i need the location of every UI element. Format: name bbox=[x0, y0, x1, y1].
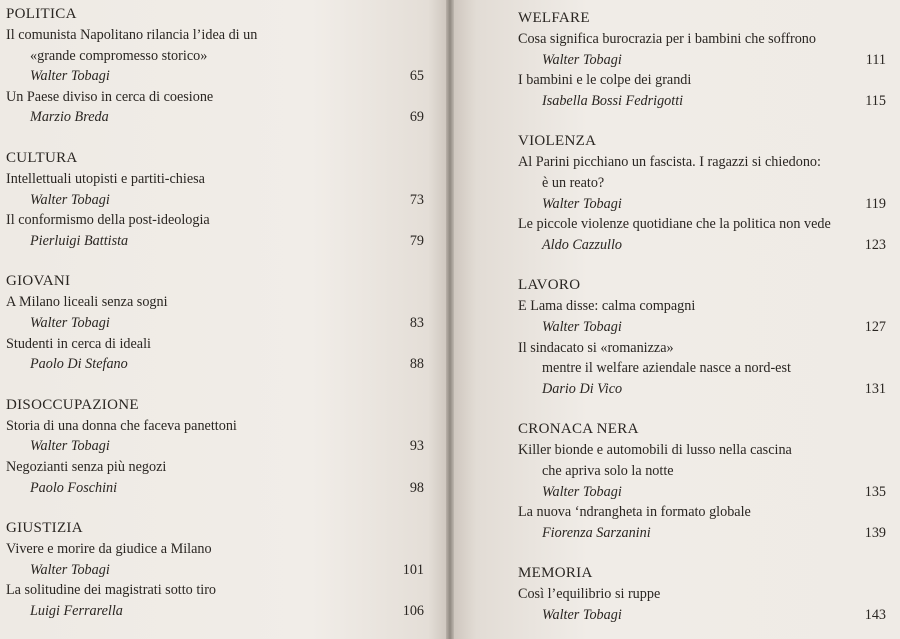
entry-title: Cosa significa burocrazia per i bambini che soffrono bbox=[518, 31, 816, 47]
entry-author: Fiorenza Sarzanini bbox=[542, 524, 651, 541]
author-row bbox=[518, 194, 886, 215]
author-row bbox=[6, 354, 424, 375]
toc-entry bbox=[518, 502, 886, 543]
author-row bbox=[518, 605, 886, 626]
entry-title: Il comunista Napolitano rilancia l’idea di un bbox=[6, 27, 258, 43]
author-row bbox=[518, 482, 886, 503]
entry-page-number: 119 bbox=[865, 195, 886, 212]
entry-title: Intellettuali utopisti e partiti-chiesa bbox=[6, 170, 205, 187]
entry-author: Walter Tobagi bbox=[542, 51, 622, 68]
entry-author: Pierluigi Battista bbox=[30, 232, 129, 249]
entry-title: «grande compromesso storico» bbox=[30, 47, 208, 64]
section-title: POLITICA bbox=[6, 6, 77, 22]
section-title: VIOLENZA bbox=[518, 133, 597, 150]
toc-entry bbox=[6, 334, 424, 375]
entry-page-number: 73 bbox=[409, 191, 424, 208]
entry-author: Aldo Cazzullo bbox=[542, 236, 623, 253]
toc-section bbox=[518, 131, 886, 255]
toc-section bbox=[6, 395, 424, 498]
toc-section bbox=[6, 518, 424, 621]
author-row bbox=[6, 107, 424, 128]
entry-author: Walter Tobagi bbox=[30, 68, 110, 85]
entry-title: è un reato? bbox=[542, 174, 605, 191]
toc-entry bbox=[518, 584, 886, 625]
author-row bbox=[518, 235, 886, 256]
left-page bbox=[0, 0, 446, 639]
author-row bbox=[6, 313, 424, 334]
section-title: CRONACA NERA bbox=[518, 421, 639, 438]
entry-page-number: 127 bbox=[864, 318, 886, 335]
entry-page-number: 98 bbox=[409, 479, 424, 496]
toc-section bbox=[6, 271, 424, 374]
author-row bbox=[518, 523, 886, 544]
entry-page-number: 115 bbox=[865, 92, 886, 109]
author-row bbox=[6, 231, 424, 252]
toc-section bbox=[6, 148, 424, 251]
entry-page-number: 88 bbox=[409, 356, 424, 373]
entry-title: Negozianti senza più negozi bbox=[6, 458, 167, 475]
section-title: MEMORIA bbox=[518, 565, 593, 582]
entry-author: Paolo Foschini bbox=[30, 479, 118, 496]
entry-page-number: 83 bbox=[409, 314, 424, 331]
entry-title: Un Paese diviso in cerca di coesione bbox=[6, 88, 214, 105]
entry-page-number: 135 bbox=[864, 483, 886, 500]
toc-entry bbox=[518, 440, 886, 502]
toc-entry bbox=[518, 338, 886, 400]
entry-title: Le piccole violenze quotidiane che la politica non vede bbox=[518, 216, 831, 233]
section-title: GIOVANI bbox=[6, 273, 71, 290]
author-row bbox=[6, 560, 424, 581]
toc-entry bbox=[6, 416, 424, 457]
entry-title: La nuova ‘ndrangheta in formato globale bbox=[518, 504, 751, 521]
entry-title: Vivere e morire da giudice a Milano bbox=[6, 541, 212, 558]
entry-author: Walter Tobagi bbox=[542, 318, 622, 335]
toc-entry bbox=[518, 70, 886, 111]
entry-author: Walter Tobagi bbox=[30, 314, 110, 331]
toc-section bbox=[518, 419, 886, 543]
toc-entry bbox=[518, 214, 886, 255]
section-title: WELFARE bbox=[518, 10, 590, 26]
toc-entry bbox=[6, 87, 424, 128]
entry-page-number: 93 bbox=[409, 438, 424, 455]
toc-entry bbox=[6, 539, 424, 580]
toc-entry bbox=[6, 210, 424, 251]
entry-page-number: 79 bbox=[409, 232, 424, 249]
entry-page-number: 143 bbox=[864, 606, 886, 623]
entry-author: Walter Tobagi bbox=[542, 195, 622, 212]
entry-author: Walter Tobagi bbox=[30, 438, 110, 455]
section-title: LAVORO bbox=[518, 277, 581, 294]
entry-author: Marzio Breda bbox=[30, 109, 109, 126]
section-title: GIUSTIZIA bbox=[6, 520, 83, 537]
entry-page-number: 139 bbox=[864, 524, 886, 541]
entry-author: Walter Tobagi bbox=[30, 561, 110, 578]
author-row bbox=[518, 379, 886, 400]
author-row bbox=[6, 66, 424, 87]
author-row bbox=[518, 50, 886, 71]
entry-page-number: 65 bbox=[409, 68, 424, 85]
entry-author: Luigi Ferrarella bbox=[30, 602, 123, 619]
toc-section bbox=[518, 563, 886, 625]
entry-title: che apriva solo la notte bbox=[542, 462, 674, 479]
entry-page-number: 101 bbox=[402, 561, 424, 578]
toc-entry bbox=[518, 296, 886, 337]
right-page bbox=[454, 0, 900, 639]
entry-title: Il conformismo della post-ideologia bbox=[6, 212, 210, 229]
toc-entry bbox=[6, 292, 424, 333]
section-title: CULTURA bbox=[6, 149, 78, 166]
entry-author: Walter Tobagi bbox=[542, 606, 622, 623]
author-row bbox=[6, 190, 424, 211]
entry-author: Walter Tobagi bbox=[542, 483, 622, 500]
entry-title: E Lama disse: calma compagni bbox=[518, 298, 696, 315]
section-title: DISOCCUPAZIONE bbox=[6, 396, 139, 413]
entry-title: Così l’equilibrio si ruppe bbox=[518, 586, 661, 603]
entry-title: Killer bionde e automobili di lusso nella cascina bbox=[518, 442, 792, 459]
entry-title: mentre il welfare aziendale nasce a nord-est bbox=[542, 360, 791, 377]
author-row bbox=[6, 478, 424, 499]
toc-entry bbox=[6, 580, 424, 621]
entry-title: I bambini e le colpe dei grandi bbox=[518, 72, 692, 89]
entry-author: Isabella Bossi Fedrigotti bbox=[542, 92, 684, 109]
entry-title: Il sindacato si «romanizza» bbox=[518, 339, 674, 356]
toc-entry bbox=[518, 152, 886, 214]
toc-section bbox=[518, 8, 886, 111]
entry-author: Paolo Di Stefano bbox=[30, 356, 128, 373]
author-row bbox=[6, 601, 424, 622]
toc-entry bbox=[518, 29, 886, 70]
entry-page-number: 111 bbox=[865, 51, 886, 68]
book-gutter bbox=[446, 0, 454, 639]
author-row bbox=[518, 91, 886, 112]
author-row bbox=[518, 317, 886, 338]
entry-author: Dario Di Vico bbox=[542, 380, 623, 397]
entry-title: A Milano liceali senza sogni bbox=[6, 294, 168, 311]
toc-section bbox=[518, 275, 886, 399]
entry-title: La solitudine dei magistrati sotto tiro bbox=[6, 582, 217, 599]
toc-section bbox=[6, 4, 424, 128]
entry-page-number: 131 bbox=[864, 380, 886, 397]
entry-page-number: 69 bbox=[409, 109, 424, 126]
entry-author: Walter Tobagi bbox=[30, 191, 110, 208]
entry-title: Al Parini picchiano un fascista. I ragazzi si chiedono: bbox=[518, 154, 821, 171]
entry-title: Storia di una donna che faceva panettoni bbox=[6, 417, 237, 434]
author-row bbox=[6, 436, 424, 457]
entry-title: Studenti in cerca di ideali bbox=[6, 335, 151, 352]
entry-page-number: 123 bbox=[864, 236, 886, 253]
toc-entry bbox=[6, 457, 424, 498]
entry-page-number: 106 bbox=[402, 602, 424, 619]
toc-entry bbox=[6, 25, 424, 87]
toc-entry bbox=[6, 169, 424, 210]
